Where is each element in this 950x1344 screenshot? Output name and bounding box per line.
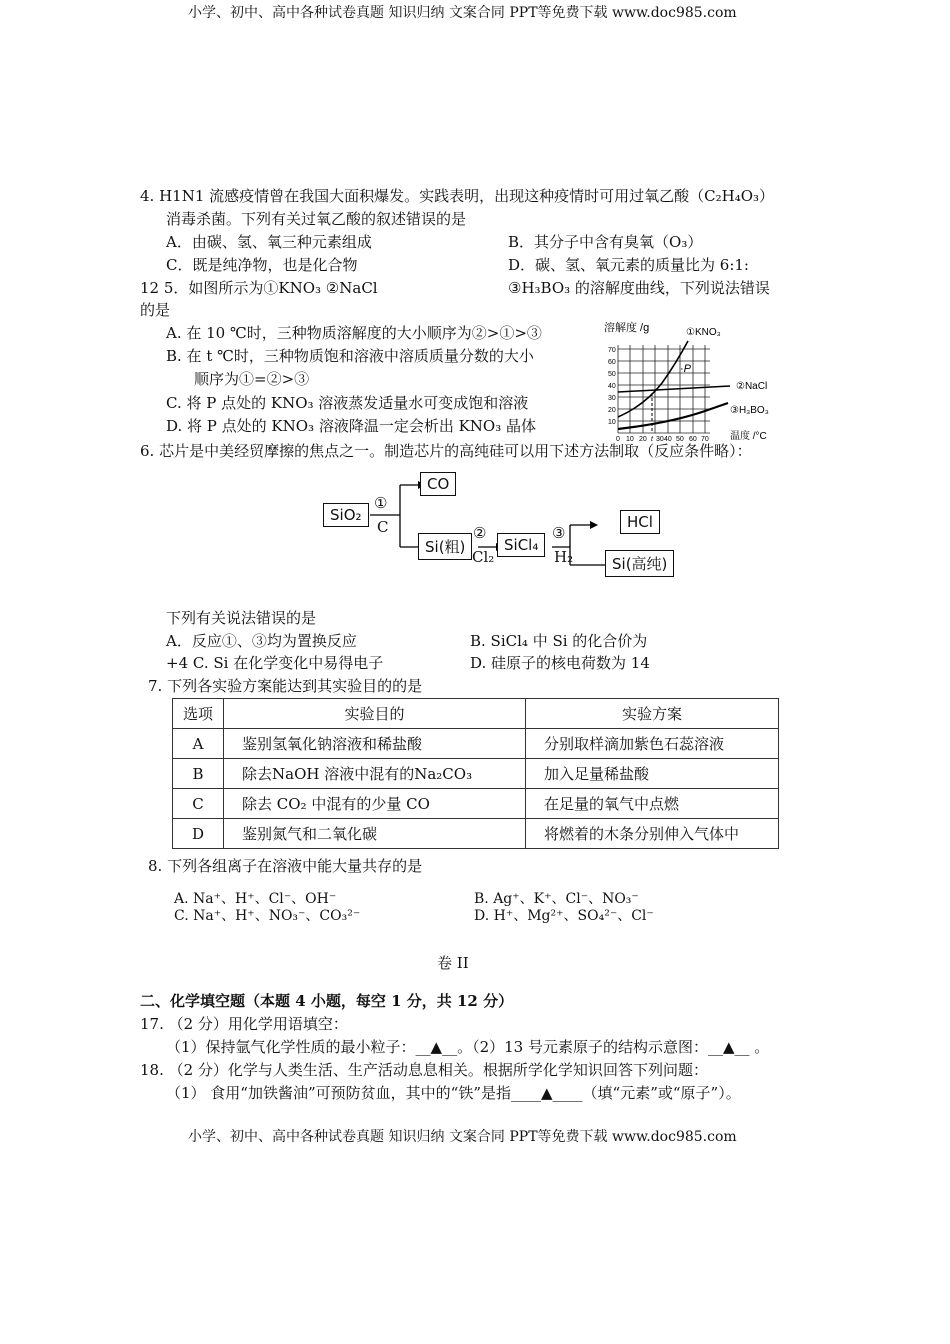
y-tick: 30 — [608, 395, 616, 402]
cell: 在足量的氧气中点燃 — [526, 789, 779, 819]
cell: C — [173, 789, 224, 819]
q5-option-c: C. 将 P 点处的 KNO₃ 溶液蒸发适量水可变成饱和溶液 — [166, 394, 529, 412]
y-tick: 20 — [608, 407, 616, 414]
q7-stem: 7. 下列各实验方案能达到其实验目的的是 — [148, 677, 423, 695]
legend-nacl: ②NaCl — [736, 381, 768, 392]
y-tick: 60 — [608, 359, 616, 366]
x-tick: 30 — [656, 436, 664, 443]
table-row — [173, 789, 779, 819]
q8-option-c: C. Na⁺、H⁺、NO₃⁻、CO₃²⁻ — [174, 908, 361, 924]
nacl-curve — [618, 386, 730, 392]
node-si-crude: Si(粗) — [418, 533, 472, 560]
q8-stem: 8. 下列各组离子在溶液中能大量共存的是 — [148, 857, 423, 875]
x-tick: 70 — [701, 436, 709, 443]
y-tick: 40 — [608, 383, 616, 390]
kno3-curve — [618, 341, 688, 417]
y-axis-label: 溶解度 /g — [604, 322, 650, 334]
section-title: 二、化学填空题（本题 4 小题，每空 1 分，共 12 分） — [140, 992, 514, 1010]
node-si-pure: Si(高纯) — [605, 550, 674, 577]
cell: 分别取样滴加紫色石蕊溶液 — [526, 729, 779, 759]
header-purpose: 实验目的 — [224, 699, 526, 729]
point-p: ·P — [680, 363, 691, 375]
t-tick: t — [651, 436, 653, 443]
q5-option-b2: 顺序为①=②>③ — [194, 370, 310, 388]
x-tick: 50 — [676, 436, 684, 443]
x-tick: 60 — [689, 436, 697, 443]
x-axis-label: 温度 /°C — [730, 431, 767, 442]
q6-option-c: +4 C. Si 在化学变化中易得电子 — [166, 654, 384, 672]
y-tick: 70 — [608, 347, 616, 354]
reagent-h2: H₂ — [554, 548, 574, 566]
legend-kno3: ①KNO₃ — [686, 327, 721, 338]
q7-table — [172, 698, 779, 849]
node-sicl4: SiCl₄ — [497, 533, 545, 557]
cell: 除去 CO₂ 中混有的少量 CO — [224, 789, 526, 819]
header-plan: 实验方案 — [526, 699, 779, 729]
q5-line1b: ③H₃BO₃ 的溶解度曲线，下列说法错误 — [508, 279, 770, 297]
cell: B — [173, 759, 224, 789]
q4-option-b: B．其分子中含有臭氧（O₃） — [508, 233, 703, 251]
q4-option-d: D．碳、氢、氧元素的质量比为 6:1: — [508, 256, 749, 274]
q6-stem: 下列有关说法错误的是 — [166, 609, 317, 627]
table-row — [173, 819, 779, 849]
q17-line1: 17. （2 分）用化学用语填空： — [140, 1015, 348, 1033]
x-tick: 10 — [626, 436, 634, 443]
table-header-row — [173, 699, 779, 729]
legend-h3bo3: ③H₃BO₃ — [730, 405, 769, 416]
h3bo3-curve — [618, 403, 728, 429]
step-1: ① — [374, 494, 388, 512]
q6-option-a: A．反应①、③均为置换反应 — [166, 632, 357, 650]
reagent-cl2: Cl₂ — [472, 548, 495, 566]
table-row — [173, 729, 779, 759]
cell: A — [173, 729, 224, 759]
q6-line1: 6. 芯片是中美经贸摩擦的焦点之一。制造芯片的高纯硅可以用下述方法制取（反应条件略）： — [140, 442, 752, 460]
q5-option-a: A. 在 10 ℃时，三种物质溶解度的大小顺序为②>①>③ — [166, 324, 542, 342]
node-sio2: SiO₂ — [323, 503, 369, 527]
q18-line2: （1） 食用“加铁酱油”可预防贫血，其中的“铁”是指____▲____（填“元素”或“原子”）。 — [166, 1084, 741, 1102]
node-co: CO — [420, 472, 456, 496]
cell: 将燃着的木条分别伸入气体中 — [526, 819, 779, 849]
q8-option-b: B. Ag⁺、K⁺、Cl⁻、NO₃⁻ — [474, 891, 639, 907]
header-option: 选项 — [173, 699, 224, 729]
cell: 鉴别氢氧化钠溶液和稀盐酸 — [224, 729, 526, 759]
q4-line1: 4. H1N1 流感疫情曾在我国大面积爆发。实践表明，出现这种疫情时可用过氧乙酸（C₂H₄O₃） — [140, 187, 775, 205]
volume-2-title: 卷 II — [437, 954, 469, 972]
y-tick: 50 — [608, 371, 616, 378]
y-tick: 10 — [608, 419, 616, 426]
x-tick: 0 — [616, 436, 620, 443]
step-3: ③ — [552, 524, 566, 542]
q5-option-b1: B. 在 t ℃时，三种物质饱和溶液中溶质质量分数的大小 — [166, 347, 534, 365]
cell: 加入足量稀盐酸 — [526, 759, 779, 789]
q5-line1a: 12 5．如图所示为①KNO₃ ②NaCl — [140, 279, 378, 297]
x-tick: 40 — [664, 436, 672, 443]
q5-line2: 的是 — [140, 301, 171, 319]
q4-option-c: C．既是纯净物，也是化合物 — [166, 256, 358, 274]
cell: 鉴别氮气和二氧化碳 — [224, 819, 526, 849]
table-row — [173, 759, 779, 789]
reagent-c: C — [377, 518, 389, 536]
q8-option-d: D. H⁺、Mg²⁺、SO₄²⁻、Cl⁻ — [474, 908, 654, 924]
q6-option-d: D. 硅原子的核电荷数为 14 — [470, 654, 650, 672]
cell: 除去NaOH 溶液中混有的Na₂CO₃ — [224, 759, 526, 789]
q4-option-a: A．由碳、氢、氧三种元素组成 — [166, 233, 372, 251]
q18-line1: 18. （2 分）化学与人类生活、生产活动息息相关。根据所学化学知识回答下列问题： — [140, 1061, 708, 1079]
solubility-chart — [590, 315, 790, 445]
node-hcl: HCl — [620, 510, 660, 534]
q6-option-b: B. SiCl₄ 中 Si 的化合价为 — [470, 632, 648, 650]
x-tick: 20 — [639, 436, 647, 443]
page-footer: 小学、初中、高中各种试卷真题 知识归纳 文案合同 PPT等免费下载 www.doc985.com — [188, 1129, 737, 1145]
q8-option-a: A. Na⁺、H⁺、Cl⁻、OH⁻ — [174, 891, 337, 907]
step-2: ② — [473, 524, 487, 542]
q17-line2: （1）保持氩气化学性质的最小粒子：__▲__。（2）13 号元素原子的结构示意图：__▲__ 。 — [166, 1038, 770, 1056]
page-header: 小学、初中、高中各种试卷真题 知识归纳 文案合同 PPT等免费下载 www.doc985.com — [188, 5, 737, 21]
q5-option-d: D. 将 P 点处的 KNO₃ 溶液降温一定会析出 KNO₃ 晶体 — [166, 417, 537, 435]
cell: D — [173, 819, 224, 849]
q4-line2: 消毒杀菌。下列有关过氧乙酸的叙述错误的是 — [166, 210, 467, 228]
